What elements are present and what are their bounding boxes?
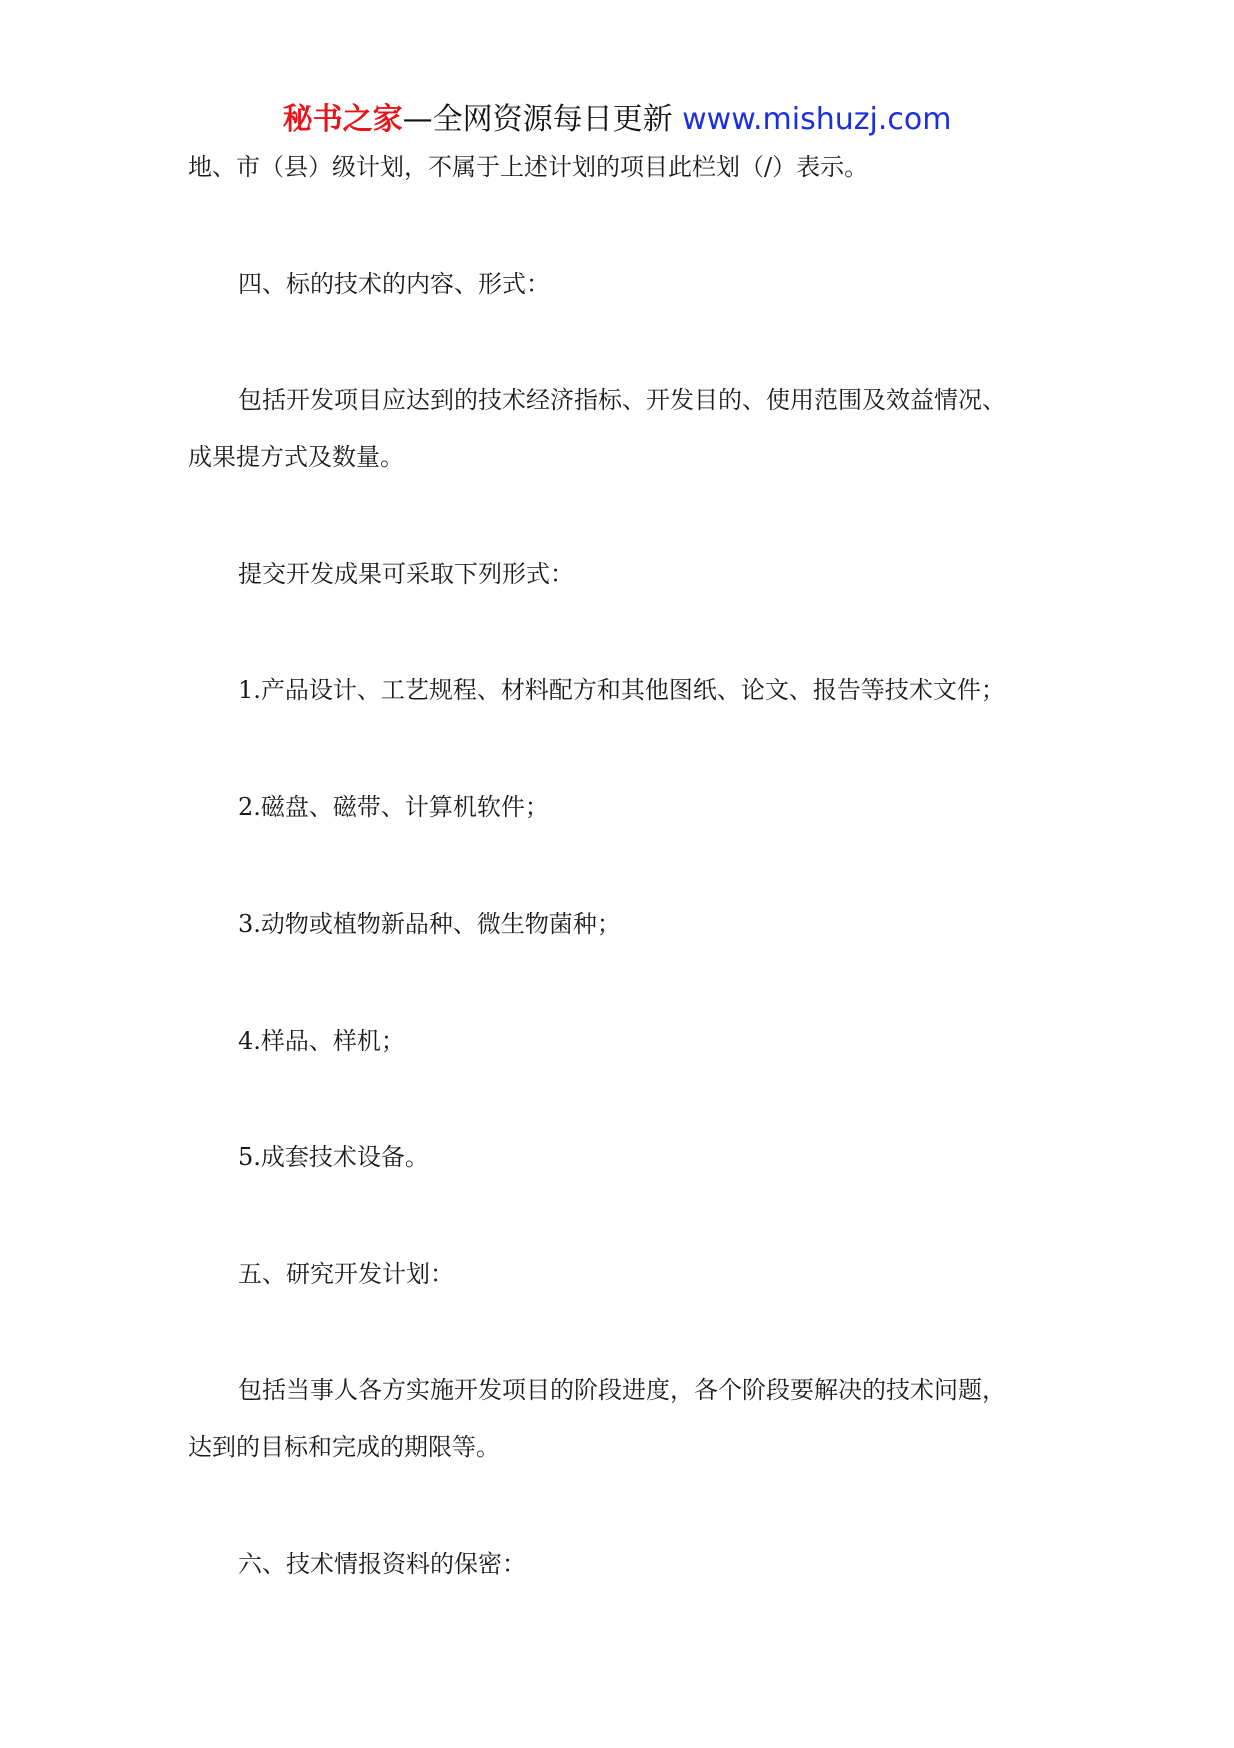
paragraph-line: 包括开发项目应达到的技术经济指标、开发目的、使用范围及效益情况、 [238, 386, 1006, 414]
section-heading-6: 六、技术情报资料的保密： [238, 1550, 526, 1578]
list-item-4: 4.样品、样机； [238, 1027, 405, 1055]
list-item-3: 3.动物或植物新品种、微生物菌种； [238, 910, 621, 938]
section-heading-5: 五、研究开发计划： [238, 1260, 454, 1288]
paragraph-line-continuation: 地、市（县）级计划，不属于上述计划的项目此栏划（/）表示。 [188, 153, 869, 181]
paragraph-line: 成果提方式及数量。 [188, 443, 404, 471]
list-item-2: 2.磁盘、磁带、计算机软件； [238, 793, 549, 821]
list-item-1: 1.产品设计、工艺规程、材料配方和其他图纸、论文、报告等技术文件； [238, 676, 1005, 704]
paragraph-line: 提交开发成果可采取下列形式： [238, 560, 574, 588]
header-slogan: —全网资源每日更新 [402, 102, 673, 137]
brand-name: 秘书之家 [282, 102, 403, 137]
paragraph-line: 包括当事人各方实施开发项目的阶段进度，各个阶段要解决的技术问题， [238, 1376, 1006, 1404]
section-heading-4: 四、标的技术的内容、形式： [238, 270, 550, 298]
paragraph-line: 达到的目标和完成的期限等。 [188, 1433, 500, 1461]
list-item-5: 5.成套技术设备。 [238, 1143, 429, 1171]
site-url-link[interactable]: www.mishuzj.com [682, 102, 952, 137]
site-header-banner [0, 100, 1234, 140]
